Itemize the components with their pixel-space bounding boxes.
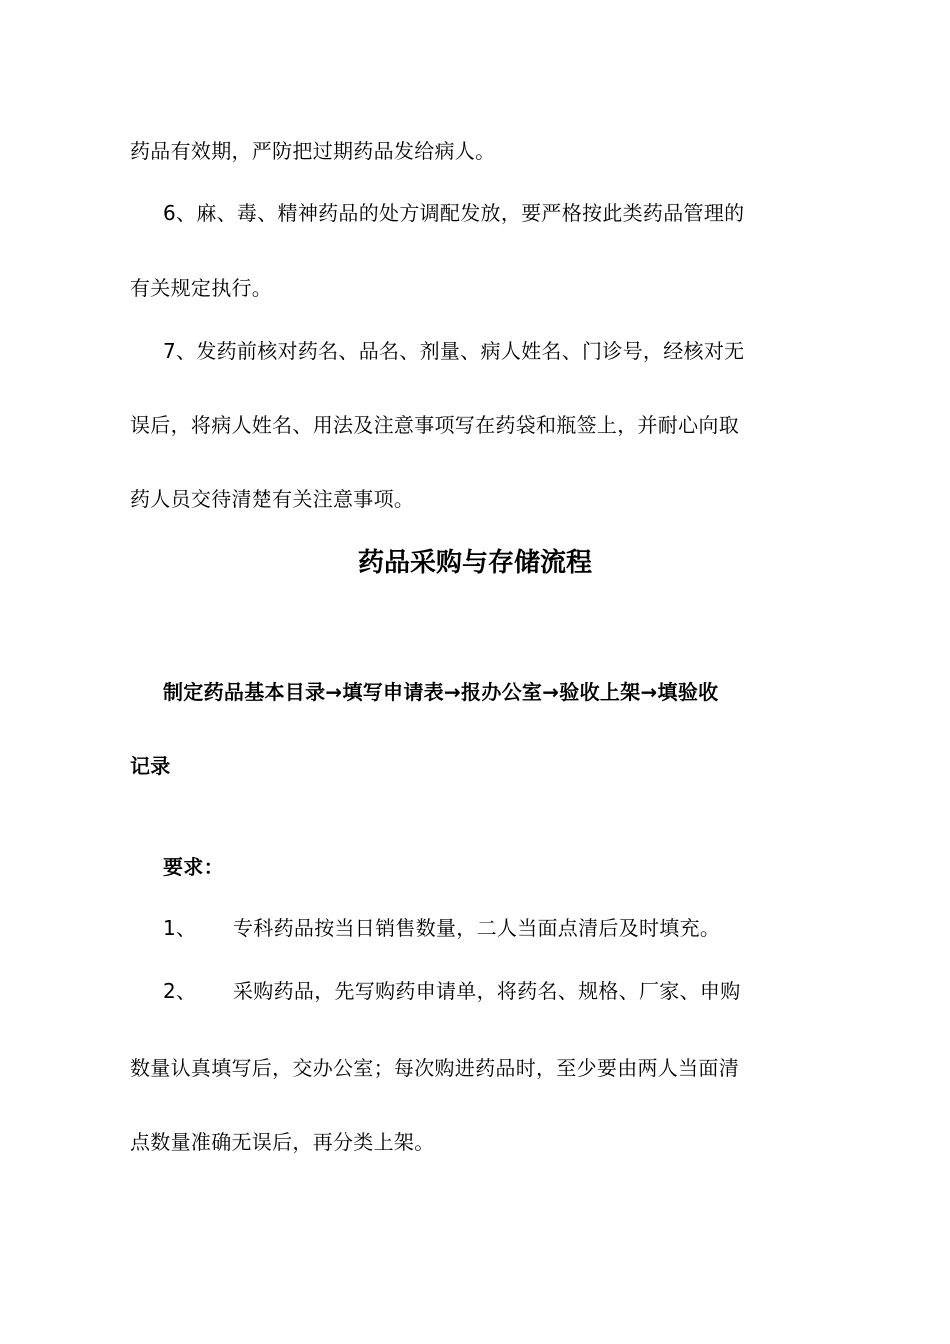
list-item-text: 专科药品按当日销售数量，二人当面点清后及时填充。: [233, 916, 721, 940]
paragraph-line: 药人员交待清楚有关注意事项。: [130, 487, 415, 511]
list-item-number: 1、: [163, 916, 197, 940]
paragraph-line: 7、发药前核对药名、品名、剂量、病人姓名、门诊号，经核对无: [163, 339, 745, 363]
section-title: 药品采购与存储流程: [357, 548, 592, 578]
list-item-number: 2、: [163, 979, 197, 1003]
list-item: [163, 914, 720, 942]
list-item-continuation: 数量认真填写后，交办公室；每次购进药品时，至少要由两人当面清: [130, 1056, 739, 1080]
process-flow-line: 记录: [130, 754, 171, 778]
requirements-label: 要求：: [163, 855, 224, 879]
list-item-continuation: 点数量准确无误后，再分类上架。: [130, 1130, 435, 1154]
paragraph-line: 6、麻、毒、精神药品的处方调配发放，要严格按此类药品管理的: [163, 201, 745, 225]
paragraph-line: 有关规定执行。: [130, 276, 273, 300]
list-item-text: 采购药品，先写购药申请单，将药名、规格、厂家、申购: [233, 979, 741, 1003]
paragraph-line: 药品有效期，严防把过期药品发给病人。: [130, 139, 496, 163]
process-flow-line: 制定药品基本目录→填写申请表→报办公室→验收上架→填验收: [163, 680, 719, 704]
paragraph-line: 误后，将病人姓名、用法及注意事项写在药袋和瓶签上，并耐心向取: [130, 413, 739, 437]
list-item: [163, 977, 741, 1005]
